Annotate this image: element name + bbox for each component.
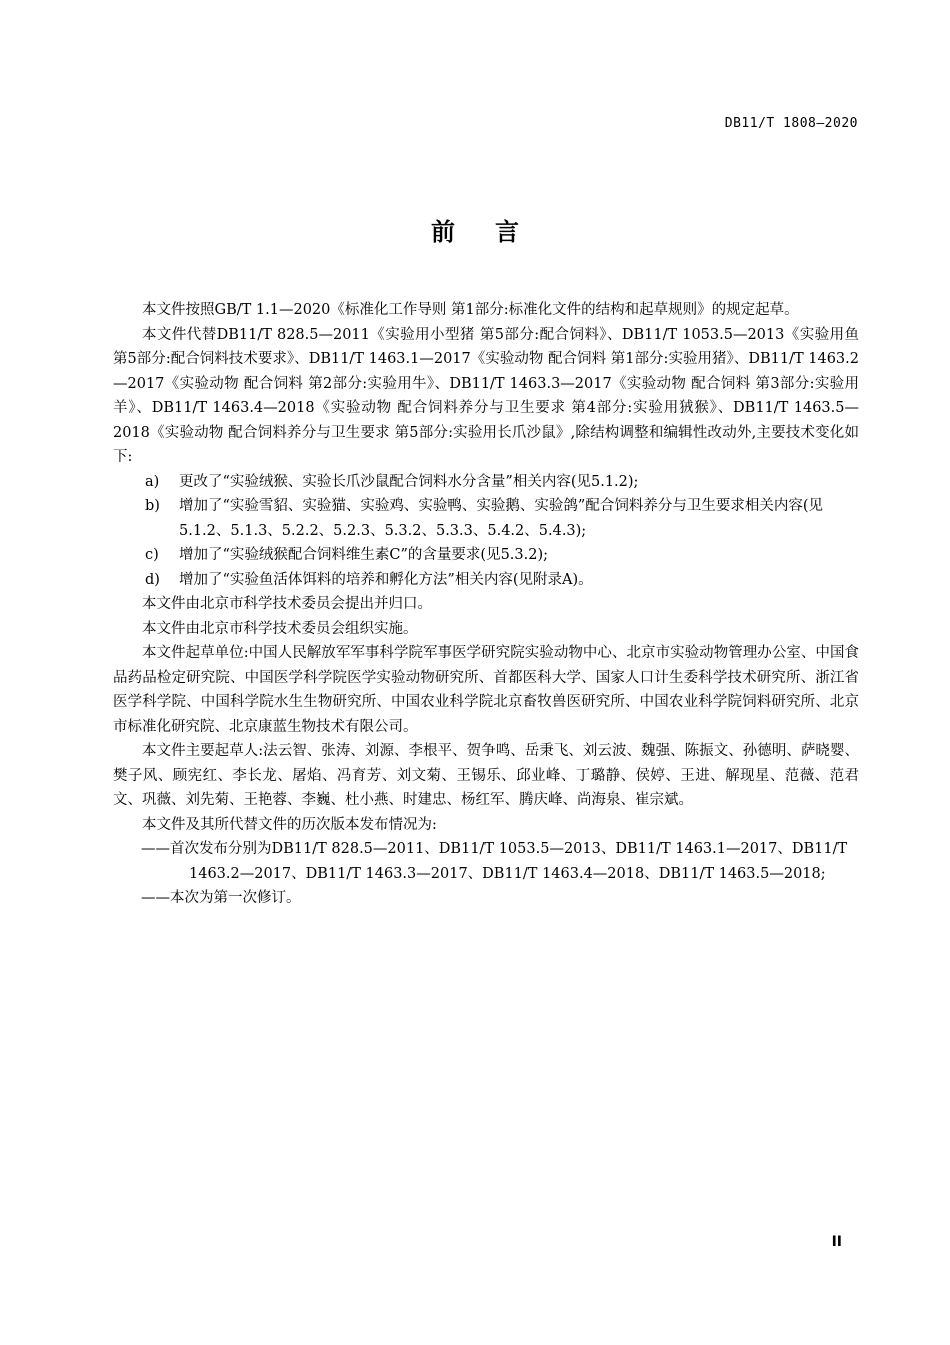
paragraph-history: 本文件及其所代替文件的历次版本发布情况为:	[142, 816, 437, 833]
history-item-first: ——首次发布分别为DB11/T 828.5—2011、DB11/T 1053.5—2013、DB11/T 1463.1—2017、DB11/T 1463.2—2017、DB11/T 1463.3—2017、DB11/T 1463.4—2018、DB11/T 1463.5—2018;	[141, 841, 848, 882]
list-item: a) 更改了“实验绒猴、实验长爪沙鼠配合饲料水分含量”相关内容(见5.1.2);	[145, 473, 639, 490]
paragraph-organized-by: 本文件由北京市科学技术委员会组织实施。	[142, 620, 418, 637]
page-number: II	[831, 1234, 842, 1250]
document-body	[113, 298, 859, 911]
paragraph-drafters: 本文件主要起草人:法云智、张涛、刘源、李根平、贺争鸣、岳秉飞、刘云波、魏强、陈振文、孙德明、萨晓婴、樊子风、顾宪红、李长龙、屠焰、冯育芳、刘文菊、王锡乐、邱业峰、丁璐静、侯婷、王进、解现星、范薇、范君文、巩薇、刘先菊、王艳蓉、李巍、杜小燕、时建忠、杨红军、腾庆峰、尚海泉、崔宗斌。	[113, 743, 859, 808]
history-item-revision: ——本次为第一次修订。	[141, 890, 301, 906]
list-item: b) 增加了“实验雪貂、实验猫、实验鸡、实验鸭、实验鹅、实验鸽”配合饲料养分与卫生要求相关内容(见5.1.2、5.1.3、5.2.2、5.2.3、5.3.2、5.3.3、5.4.2、5.4.3);	[145, 498, 823, 539]
list-item: d) 增加了“实验鱼活体饵料的培养和孵化方法”相关内容(见附录A)。	[145, 571, 593, 588]
paragraph-proposed-by: 本文件由北京市科学技术委员会提出并归口。	[142, 596, 432, 612]
paragraph-replaces: 本文件代替DB11/T 828.5—2011《实验用小型猪 第5部分:配合饲料》、DB11/T 1053.5—2013《实验用鱼 第5部分:配合饲料技术要求》、DB11/T 1463.1—2017《实验动物 配合饲料 第1部分:实验用猪》、DB11/T 1463.2—2017《实验动物 配合饲料 第2部分:实验用牛》、DB11/T 1463.3—2017《实验动物 配合饲料 第3部分:实验用羊》、DB11/T 1463.4—2018《实验动物 配合饲料养分与卫生要求 第4部分:实验用狨猴》、DB11/T 1463.5—2018《实验动物 配合饲料养分与卫生要求 第5部分:实验用长爪沙鼠》,除结构调整和编辑性改动外,主要技术变化如下:	[113, 326, 859, 465]
page-title: 前言	[431, 218, 559, 246]
paragraph-drafting-units: 本文件起草单位:中国人民解放军军事科学院军事医学研究院实验动物中心、北京市实验动物管理办公室、中国食品药品检定研究院、中国医学科学院医学实验动物研究所、首都医科大学、国家人口计生委科学技术研究所、浙江省医学科学院、中国科学院水生生物研究所、中国农业科学院北京畜牧兽医研究所、中国农业科学院饲料研究所、北京市标准化研究院、北京康蓝生物技术有限公司。	[113, 645, 859, 735]
document-code: DB11/T 1808—2020	[724, 116, 858, 131]
list-item: c) 增加了“实验绒猴配合饲料维生素C”的含量要求(见5.3.2);	[145, 547, 549, 563]
paragraph-standard-basis: 本文件按照GB/T 1.1—2020《标准化工作导则 第1部分:标准化文件的结构和起草规则》的规定起草。	[142, 302, 799, 318]
